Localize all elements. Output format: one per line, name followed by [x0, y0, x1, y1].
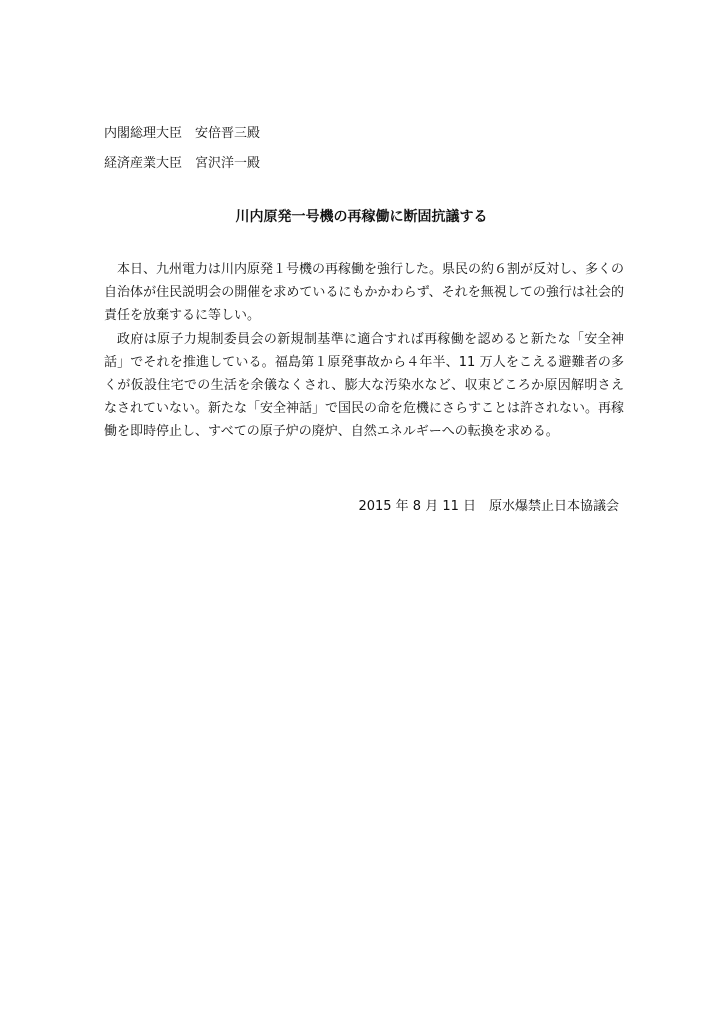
addressee-economy-minister: 経済産業大臣 宮沢洋一殿	[104, 156, 261, 171]
date-and-signature: 2015 年 8 月 11 日 原水爆禁止日本協議会	[358, 499, 619, 514]
document-title: 川内原発一号機の再稼働に断固抗議する	[235, 209, 488, 225]
document-body	[104, 258, 624, 444]
body-paragraph: 政府は原子力規制委員会の新規制基準に適合すれば再稼働を認めると新たな「安全神話」でそれを推進している。福島第１原発事故から４年半、11 万人をこえる避難者の多くが仮設住宅での生活を余儀なくされ、膨大な汚染水など、収束どころか原因解明さえなされていない。新たな「安全神話」で国民の命を危機にさらすことは許されない。再稼働を即時停止し、すべての原子炉の廃炉、自然エネルギーへの転換を求める。	[104, 331, 625, 440]
addressee-prime-minister: 内閣総理大臣 安倍晋三殿	[104, 126, 261, 141]
body-paragraph: 本日、九州電力は川内原発１号機の再稼働を強行した。県民の約６割が反対し、多くの自治体が住民説明会の開催を求めているにもかかわらず、それを無視しての強行は社会的責任を放棄するに等しい。	[104, 262, 625, 324]
